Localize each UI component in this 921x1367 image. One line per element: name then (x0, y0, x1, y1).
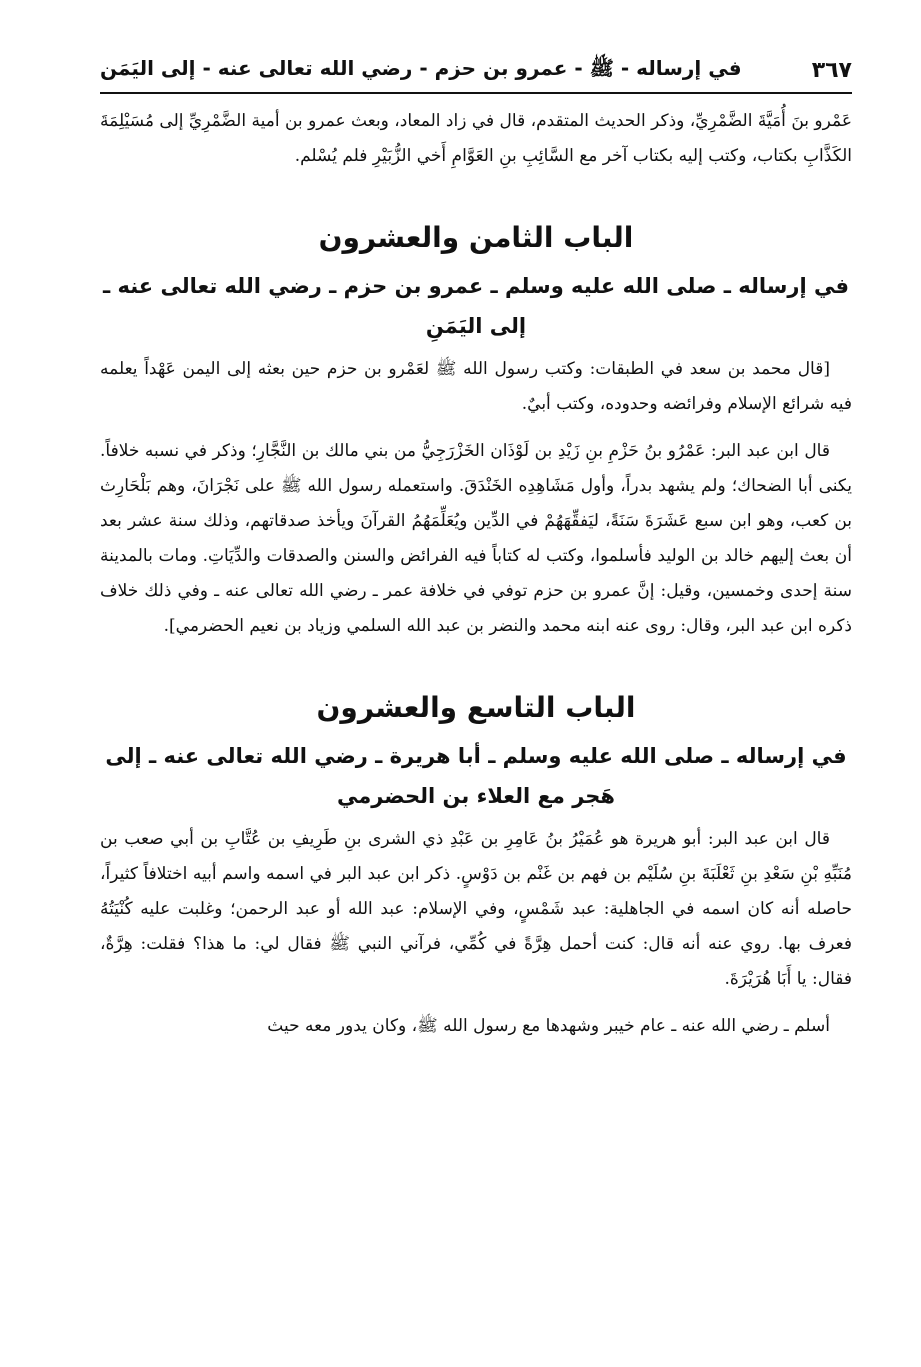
chapter-28-subtitle: في إرساله ـ صلى الله عليه وسلم ـ عمرو بن حزم ـ رضي الله تعالى عنه ـ إلى اليَمَنِ (103, 274, 849, 338)
chapter-29-paragraph: أسلم ـ رضي الله عنه ـ عام خيبر وشهدها مع رسول الله ﷺ، وكان يدور معه حيث (267, 1016, 830, 1036)
intro-paragraph: عَمْرو بنَ أُمَيَّةَ الضَّمْرِيِّ، وذكر الحديث المتقدم، قال في زاد المعاد، وبعث عمرو بن أمية الضَّمْرِيِّ إلى مُسَيْلِمَةَ الكَذَّابِ بكتاب، وكتب إليه بكتاب آخر مع السَّائِبِ بنِ العَوَّامِ أَخي الزُّبَيْرِ فلم يُسْلم. (100, 111, 852, 166)
page-body (100, 104, 852, 1044)
chapter-28-paragraph: [قال محمد بن سعد في الطبقات: وكتب رسول الله ﷺ لعَمْرو بن حزم حين بعثه إلى اليمن عَهْداً يعلمه فيه شرائع الإسلام وفرائضه وحدوده، وكتب أبيٌ. (100, 359, 852, 414)
chapter-29-title: الباب التاسع والعشرون (316, 691, 636, 724)
running-title: في إرساله - ﷺ - عمرو بن حزم - رضي الله تعالى عنه - إلى اليَمَن (100, 55, 742, 80)
chapter-29-paragraph: قال ابن عبد البر: أبو هريرة هو عُمَيْرُ بنُ عَامِرِ بن عَبْدِ ذي الشرى بنِ طَرِيفِ بن عُتَّابِ بن أبي صعب بن مُنَبِّهِ بْنِ سَعْدِ بنِ ثَعْلَبَةَ بنِ سُلَيْم بن فهم بن غَنْم بن دَوْسٍ. ذكر ابن عبد البر في اسمه واسم أبيه اختلافاً كثيراً، حاصله أنه كان اسمه في الجاهلية: عبد شَمْسٍ، وفي الإسلام: عبد الله أو عبد الرحمن؛ وغلبت عليه كُنْيَتُهُ فعرف بها. روي عنه أنه قال: كنت أحمل هِرَّةً في كُمِّي، فرآني النبي ﷺ فقال لي: ما هذا؟ فقلت: هِرَّةٌ، فقال: يا أَبَا هُرَيْرَةَ. (100, 829, 852, 989)
chapter-28-paragraph: قال ابن عبد البر: عَمْرُو بنُ حَزْمِ بنِ زَيْدِ بن لَوْذَان الخَزْرَجِيُّ من بني مالك بن النَّجَّارِ؛ وذكر في نسبه خلافاً. يكنى أبا الضحاك؛ ولم يشهد بدراً، وأول مَشَاهِدِه الخَنْدَقَ. واستعمله رسول الله ﷺ على نَجْرَانَ، وهم بَلْحَارِث بن كعب، وهو ابن سبع عَشَرَةَ سَنَةً، ليَفقِّهَهُمْ في الدِّين ويُعَلِّمَهُمُ القرآنَ ويأخذ صدقاتهم، وذلك سنة عشر بعد أن بعث إليهم خالد بن الوليد فأسلموا، وكتب له كتاباً فيه الفرائض والسنن والصدقات والدِّيَاتِ. ومات بالمدينة سنة إحدى وخمسين، وقيل: إنَّ عمرو بن حزم توفي في خلافة عمر ـ رضي الله تعالى عنه ـ وفي ذلك خلاف ذكره ابن عبد البر، وقال: روى عنه ابنه محمد والنضر بن عبد الله السلمي وزياد بن نعيم الحضرمي]. (100, 441, 852, 636)
page-number: ٣٦٧ (811, 57, 852, 83)
running-header (100, 48, 852, 94)
chapter-29-subtitle: في إرساله ـ صلى الله عليه وسلم ـ أبا هريرة ـ رضي الله تعالى عنه ـ إلى هَجر مع العلاء بن الحضرمي (105, 744, 847, 808)
chapter-28-title: الباب الثامن والعشرون (318, 221, 634, 254)
